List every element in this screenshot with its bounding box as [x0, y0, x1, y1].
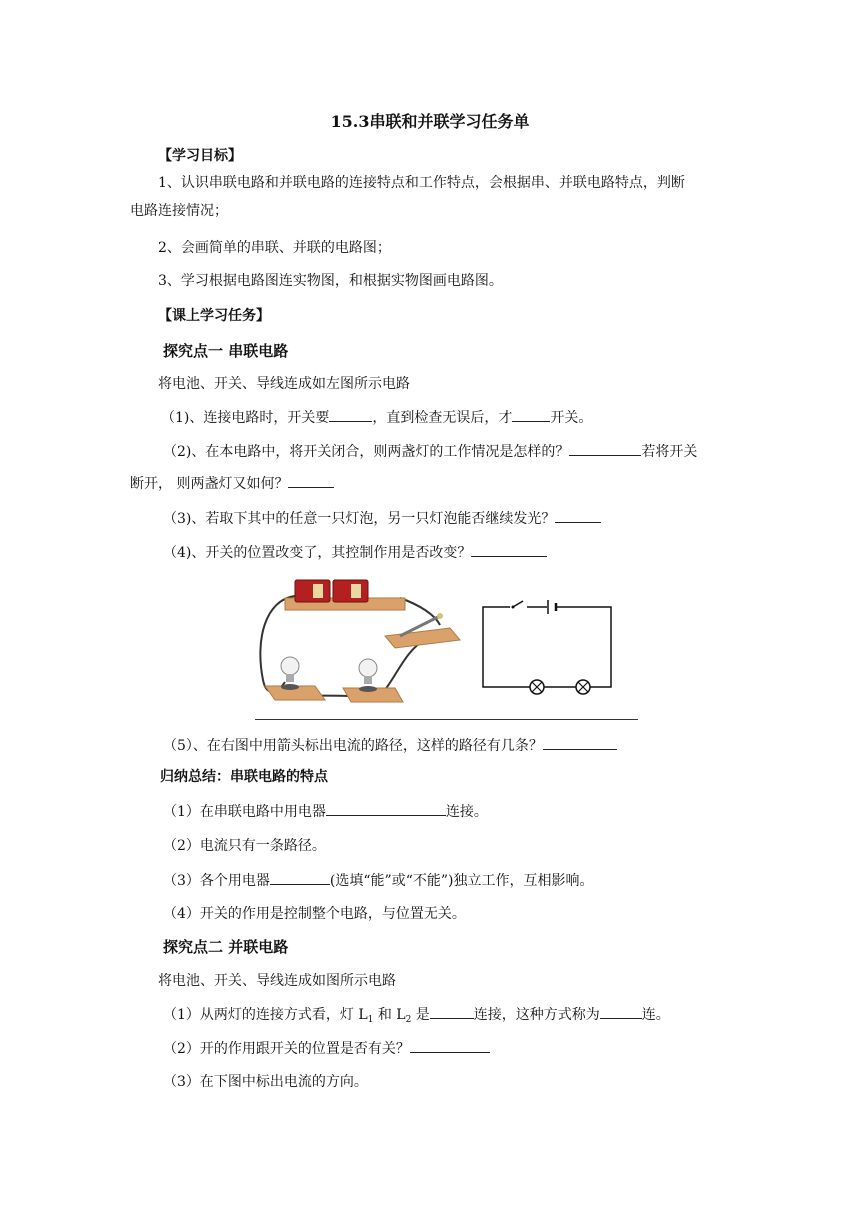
- question-2-part-a: （2)、在本电路中，将开关闭合，则两盏灯的工作情况是怎样的？: [163, 444, 570, 460]
- answer-blank[interactable]: [410, 1038, 490, 1053]
- question-3: [163, 508, 601, 529]
- bulb-2: [343, 659, 403, 702]
- question-1-part-c: 开关。: [550, 410, 593, 426]
- topic-1-title: 探究点一 串联电路: [163, 342, 289, 360]
- section-learning-goals: 【学习目标】: [158, 148, 242, 164]
- answer-blank[interactable]: [569, 441, 641, 456]
- question-1-part-b: ，直到检查无误后，才: [372, 410, 513, 426]
- goal-3: 3、学习根据电路图连实物图，和根据实物图画电路图。: [158, 273, 503, 289]
- knife-switch: [385, 613, 460, 648]
- question-2-part-b: 若将开关: [641, 444, 698, 460]
- section-class-tasks: 【课上学习任务】: [158, 308, 270, 324]
- question-2-line-2: [130, 473, 334, 494]
- series-circuit-schematic: [483, 600, 611, 694]
- parallel-q1-part-d: 连接，这种方式称为: [473, 1007, 600, 1023]
- question-1-part-a: （1)、连接电路时，开关要: [161, 410, 330, 426]
- lamp-symbol: [576, 680, 590, 694]
- summary-3: [163, 870, 593, 891]
- summary-title: 归纳总结：串联电路的特点: [160, 769, 328, 785]
- question-4: [163, 542, 547, 563]
- parallel-question-2: [163, 1038, 490, 1059]
- summary-3-part-b: (选填“能”或“不能”)独立工作，互相影响。: [329, 873, 594, 889]
- answer-blank[interactable]: [288, 473, 334, 488]
- goal-1-line-2: 电路连接情况；: [130, 203, 228, 219]
- subscript-2: 2: [405, 1015, 412, 1025]
- answer-blank[interactable]: [555, 508, 601, 523]
- answer-blank[interactable]: [512, 407, 550, 422]
- summary-1: [163, 801, 488, 822]
- parallel-q1-part-b: 和 L: [373, 1007, 406, 1023]
- parallel-question-3: （3）在下图中标出电流的方向。: [163, 1074, 368, 1090]
- parallel-q1-part-a: （1）从两灯的连接方式看，灯 L: [163, 1007, 368, 1023]
- goal-1-line-1: 1、认识串联电路和并联电路的连接特点和工作特点，会根据串、并联电路特点，判断: [158, 175, 685, 191]
- answer-blank[interactable]: [471, 542, 547, 557]
- question-2-part-c: 断开， 则两盏灯又如何？: [130, 476, 289, 492]
- page-title: 15.3串联和并联学习任务单: [330, 112, 530, 131]
- drawing-rule: [255, 719, 638, 720]
- parallel-question-1: [163, 1004, 670, 1030]
- answer-blank[interactable]: [270, 870, 330, 885]
- answer-blank[interactable]: [430, 1004, 474, 1019]
- series-circuit-figure: [255, 570, 615, 720]
- question-3-text: （3)、若取下其中的任意一只灯泡，另一只灯泡能否继续发光？: [163, 511, 556, 527]
- question-2-line-1: [163, 441, 697, 462]
- question-4-text: （4)、开关的位置改变了，其控制作用是否改变？: [163, 545, 472, 561]
- lamp-symbol: [530, 680, 544, 694]
- question-1: [161, 407, 592, 428]
- battery-pack: [285, 580, 405, 610]
- summary-2: （2）电流只有一条路径。: [163, 838, 326, 854]
- answer-blank[interactable]: [329, 407, 372, 422]
- answer-blank[interactable]: [543, 735, 617, 750]
- answer-blank[interactable]: [326, 801, 446, 816]
- summary-1-part-a: （1）在串联电路中用电器: [163, 804, 326, 820]
- topic-2-intro: 将电池、开关、导线连成如图所示电路: [158, 973, 396, 989]
- summary-3-part-a: （3）各个用电器: [163, 873, 270, 889]
- goal-2: 2、会画简单的串联、并联的电路图；: [158, 240, 391, 256]
- answer-blank[interactable]: [600, 1004, 642, 1019]
- bulb-1: [265, 657, 325, 700]
- subscript-1: 1: [367, 1015, 374, 1025]
- question-5: [163, 735, 617, 756]
- topic-2-title: 探究点二 并联电路: [163, 938, 289, 956]
- parallel-q1-part-e: 连。: [641, 1007, 670, 1023]
- summary-1-part-b: 连接。: [445, 804, 488, 820]
- summary-4: （4）开关的作用是控制整个电路，与位置无关。: [163, 906, 466, 922]
- parallel-q2-text: （2）开的作用跟开关的位置是否有关？: [163, 1041, 410, 1057]
- question-5-text: （5）、在右图中用箭头标出电流的路径，这样的路径有几条？: [163, 738, 543, 754]
- physical-circuit-photo: [260, 580, 460, 702]
- topic-1-intro: 将电池、开关、导线连成如左图所示电路: [158, 376, 410, 392]
- parallel-q1-part-c: 是: [411, 1007, 430, 1023]
